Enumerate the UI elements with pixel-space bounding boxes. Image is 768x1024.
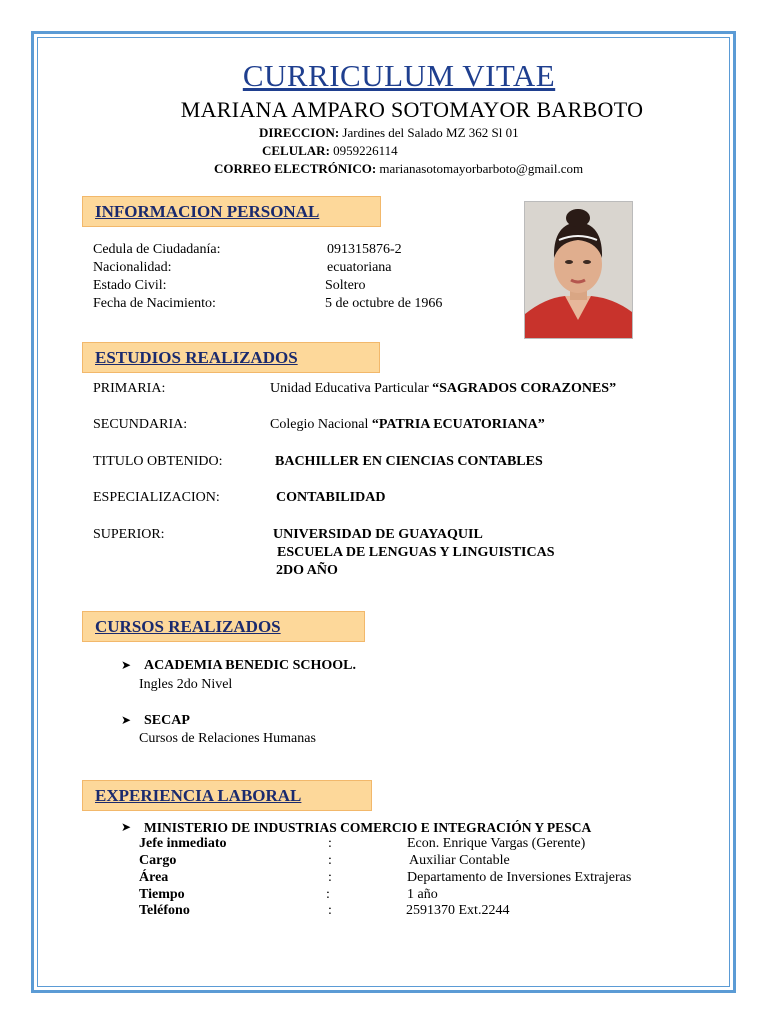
experience-label-phone: Teléfono xyxy=(139,903,190,918)
personal-label-birthdate: Fecha de Nacimiento: xyxy=(93,296,216,311)
experience-label-supervisor: Jefe inmediato xyxy=(139,836,227,851)
arrow-bullet-icon: ➤ xyxy=(121,713,132,727)
experience-value-position: Auxiliar Contable xyxy=(409,853,510,868)
section-courses-heading: CURSOS REALIZADOS xyxy=(95,617,281,636)
course-title-1: ACADEMIA BENEDIC SCHOOL. xyxy=(144,658,356,673)
phone-value: 0959226114 xyxy=(329,143,398,158)
address-value: Jardines del Salado MZ 362 Sl 01 xyxy=(339,125,519,140)
section-personal-info xyxy=(82,196,381,227)
experience-value-area: Departamento de Inversiones Extrajeras xyxy=(407,870,632,885)
studies-degree-value: BACHILLER EN CIENCIAS CONTABLES xyxy=(275,454,543,469)
experience-sep-phone: : xyxy=(328,903,332,918)
course-title-2: SECAP xyxy=(144,713,190,728)
studies-primary-school-name: “SAGRADOS CORAZONES” xyxy=(432,381,617,396)
experience-value-duration: 1 año xyxy=(407,887,438,902)
section-studies xyxy=(82,342,380,373)
section-studies-heading: ESTUDIOS REALIZADOS xyxy=(95,348,298,367)
section-experience xyxy=(82,780,372,811)
contact-email xyxy=(214,161,583,177)
experience-sep-duration: : xyxy=(326,887,330,902)
course-detail-1: Ingles 2do Nivel xyxy=(139,677,233,692)
address-label: DIRECCION: xyxy=(259,125,340,140)
studies-degree-label: TITULO OBTENIDO: xyxy=(93,454,223,469)
contact-phone xyxy=(262,143,398,159)
studies-specialization-label: ESPECIALIZACION: xyxy=(93,490,220,505)
email-label: CORREO ELECTRÓNICO: xyxy=(214,161,377,176)
arrow-bullet-icon: ➤ xyxy=(121,820,132,834)
section-personal-heading: INFORMACION PERSONAL xyxy=(95,202,320,221)
email-value: marianasotomayorbarboto@gmail.com xyxy=(376,161,584,176)
personal-value-id: 091315876-2 xyxy=(327,242,402,257)
section-courses xyxy=(82,611,365,642)
experience-value-supervisor: Econ. Enrique Vargas (Gerente) xyxy=(407,836,586,851)
personal-value-birthdate: 5 de octubre de 1966 xyxy=(325,296,443,311)
experience-label-position: Cargo xyxy=(139,853,177,868)
arrow-bullet-icon: ➤ xyxy=(121,658,132,672)
section-experience-heading: EXPERIENCIA LABORAL xyxy=(95,786,302,805)
personal-label-nationality: Nacionalidad: xyxy=(93,260,172,275)
phone-label: CELULAR: xyxy=(262,143,330,158)
studies-secondary-value xyxy=(270,417,545,433)
profile-photo xyxy=(524,201,633,339)
studies-specialization-value: CONTABILIDAD xyxy=(276,490,386,505)
studies-primary-school: Unidad Educativa Particular xyxy=(270,381,433,396)
personal-value-nationality: ecuatoriana xyxy=(327,260,392,275)
course-detail-2: Cursos de Relaciones Humanas xyxy=(139,731,316,746)
personal-label-id: Cedula de Ciudadanía: xyxy=(93,242,221,257)
experience-sep-area: : xyxy=(328,870,332,885)
studies-higher-school: ESCUELA DE LENGUAS Y LINGUISTICAS xyxy=(277,545,555,560)
candidate-name: MARIANA AMPARO SOTOMAYOR BARBOTO xyxy=(180,97,644,122)
experience-label-area: Área xyxy=(139,870,169,885)
studies-higher-label: SUPERIOR: xyxy=(93,527,165,542)
studies-primary-value xyxy=(270,381,616,397)
experience-employer: MINISTERIO DE INDUSTRIAS COMERCIO E INTEGRACIÓN Y PESCA xyxy=(144,820,592,835)
experience-sep-supervisor: : xyxy=(328,836,332,851)
cv-title: CURRICULUM VITAE xyxy=(242,58,556,93)
contact-address xyxy=(259,125,519,141)
studies-higher-year: 2DO AÑO xyxy=(276,563,338,578)
profile-photo-graphic xyxy=(525,202,632,338)
personal-value-civil-status: Soltero xyxy=(325,278,366,293)
experience-label-duration: Tiempo xyxy=(139,887,185,902)
studies-higher-university: UNIVERSIDAD DE GUAYAQUIL xyxy=(273,527,483,542)
studies-secondary-school: Colegio Nacional xyxy=(270,417,372,432)
studies-primary-label: PRIMARIA: xyxy=(93,381,166,396)
studies-secondary-school-name: “PATRIA ECUATORIANA” xyxy=(371,417,545,432)
personal-label-civil-status: Estado Civil: xyxy=(93,278,167,293)
studies-secondary-label: SECUNDARIA: xyxy=(93,417,188,432)
experience-sep-position: : xyxy=(328,853,332,868)
experience-value-phone: 2591370 Ext.2244 xyxy=(406,903,510,918)
